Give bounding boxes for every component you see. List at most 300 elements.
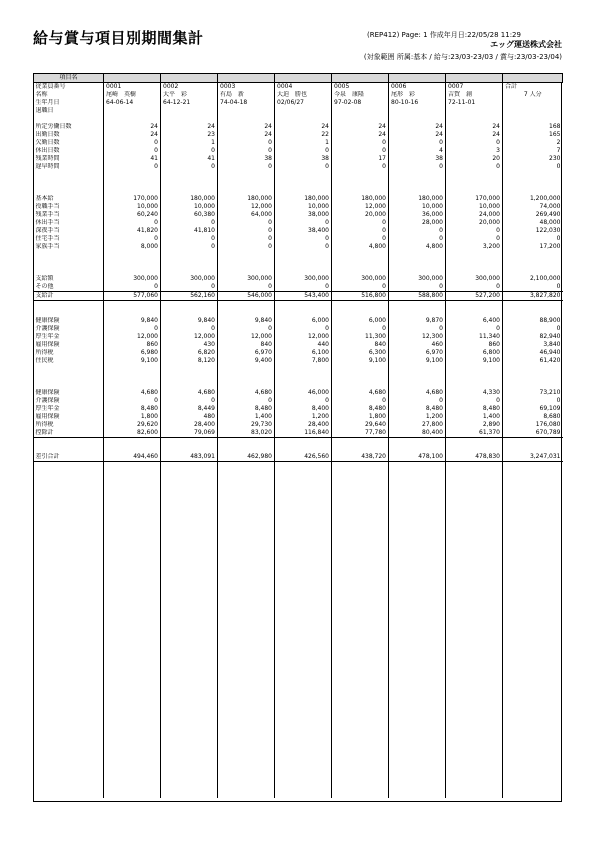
spacer-cell: [389, 678, 446, 686]
value-cell: 0: [275, 163, 332, 171]
spacer-row: [34, 558, 563, 566]
value-cell: 11,300: [332, 333, 389, 341]
value-cell: 4,680: [104, 389, 161, 397]
spacer-cell: [218, 782, 275, 790]
spacer-row: [34, 309, 563, 317]
value-cell: 17: [332, 155, 389, 163]
spacer-cell: [503, 526, 563, 534]
data-row: [34, 413, 563, 421]
spacer-cell: [503, 766, 563, 774]
employee-code-row: [34, 83, 563, 92]
spacer-row: [34, 750, 563, 758]
spacer-cell: [218, 486, 275, 494]
total-value: 1,200,000: [503, 195, 563, 203]
spacer-cell: [34, 518, 104, 526]
spacer-cell: [218, 670, 275, 678]
total-value: 3,827,820: [503, 292, 563, 301]
value-cell: 10,000: [275, 203, 332, 211]
value-cell: 170,000: [104, 195, 161, 203]
spacer-cell: [503, 462, 563, 470]
value-cell: 28,400: [275, 421, 332, 429]
spacer-cell: [446, 614, 503, 622]
spacer-cell: [446, 502, 503, 510]
value-cell: 0: [218, 147, 275, 155]
spacer-cell: [218, 518, 275, 526]
column-header-cell: [332, 74, 389, 83]
row-label: 家族手当: [35, 243, 60, 250]
spacer-cell: [34, 437, 104, 445]
spacer-cell: [275, 566, 332, 574]
employee-code: 0003: [218, 83, 275, 92]
spacer-cell: [34, 590, 104, 598]
value-cell: 10,000: [161, 203, 218, 211]
value-cell: 0: [275, 219, 332, 227]
spacer-cell: [503, 301, 563, 309]
retire-cell: [104, 107, 161, 115]
spacer-row: [34, 662, 563, 670]
row-label: 雇用保険: [35, 412, 60, 420]
spacer-cell: [503, 518, 563, 526]
value-cell: 0: [161, 243, 218, 251]
spacer-cell: [161, 790, 218, 798]
spacer-cell: [104, 646, 161, 654]
column-header-label: 項目名: [34, 74, 104, 83]
row-label: 雇用保険: [35, 340, 60, 348]
spacer-cell: [332, 718, 389, 726]
spacer-cell: [34, 670, 104, 678]
spacer-cell: [34, 470, 104, 478]
value-cell: 480: [161, 413, 218, 421]
spacer-cell: [446, 566, 503, 574]
spacer-cell: [503, 550, 563, 558]
spacer-cell: [104, 526, 161, 534]
spacer-row: [34, 726, 563, 734]
spacer-cell: [446, 694, 503, 702]
data-row: [34, 349, 563, 357]
value-cell: 516,800: [332, 292, 389, 301]
spacer-cell: [503, 646, 563, 654]
spacer-cell: [332, 646, 389, 654]
spacer-cell: [446, 309, 503, 317]
spacer-cell: [389, 670, 446, 678]
spacer-cell: [446, 187, 503, 195]
spacer-cell: [218, 678, 275, 686]
spacer-cell: [104, 758, 161, 766]
spacer-cell: [161, 486, 218, 494]
spacer-cell: [104, 542, 161, 550]
spacer-cell: [446, 598, 503, 606]
spacer-cell: [389, 251, 446, 259]
spacer-cell: [389, 187, 446, 195]
spacer-cell: [161, 718, 218, 726]
spacer-cell: [332, 462, 389, 470]
spacer-cell: [446, 630, 503, 638]
spacer-cell: [389, 550, 446, 558]
spacer-cell: [332, 606, 389, 614]
value-cell: 38,000: [275, 211, 332, 219]
spacer-cell: [389, 654, 446, 662]
retire-cell: [161, 107, 218, 115]
value-cell: 478,830: [446, 453, 503, 462]
value-cell: 82,600: [104, 429, 161, 438]
value-cell: 0: [104, 139, 161, 147]
spacer-cell: [104, 662, 161, 670]
spacer-cell: [332, 510, 389, 518]
value-cell: 0: [218, 139, 275, 147]
spacer-cell: [389, 758, 446, 766]
spacer-cell: [161, 534, 218, 542]
spacer-cell: [332, 782, 389, 790]
spacer-cell: [104, 670, 161, 678]
employee-birth-row: [34, 99, 563, 107]
value-cell: 24: [389, 131, 446, 139]
column-header-row: [34, 74, 563, 83]
column-header-cell: [503, 74, 563, 83]
spacer-cell: [104, 654, 161, 662]
row-label: 健康保険: [35, 388, 60, 396]
spacer-cell: [34, 654, 104, 662]
spacer-cell: [332, 373, 389, 381]
value-cell: 483,091: [161, 453, 218, 462]
spacer-row: [34, 267, 563, 275]
spacer-cell: [503, 179, 563, 187]
spacer-cell: [34, 598, 104, 606]
report-title: 給与賞与項目別期間集計: [33, 29, 204, 47]
spacer-cell: [446, 702, 503, 710]
value-cell: 300,000: [446, 275, 503, 283]
spacer-cell: [104, 267, 161, 275]
total-value: 0: [503, 325, 563, 333]
column-header-cell: [104, 74, 161, 83]
spacer-cell: [34, 251, 104, 259]
data-row: [34, 147, 563, 155]
spacer-cell: [503, 373, 563, 381]
spacer-cell: [446, 486, 503, 494]
value-cell: 7,800: [275, 357, 332, 365]
spacer-cell: [389, 381, 446, 389]
spacer-cell: [218, 734, 275, 742]
spacer-cell: [332, 758, 389, 766]
data-row: [34, 219, 563, 227]
row-label: 住民税: [35, 356, 54, 364]
spacer-cell: [275, 502, 332, 510]
spacer-cell: [389, 742, 446, 750]
spacer-cell: [104, 686, 161, 694]
data-row: [34, 317, 563, 325]
spacer-cell: [104, 309, 161, 317]
spacer-cell: [34, 662, 104, 670]
spacer-cell: [389, 542, 446, 550]
spacer-cell: [104, 590, 161, 598]
spacer-cell: [218, 171, 275, 179]
spacer-cell: [389, 558, 446, 566]
total-value: 2,100,000: [503, 275, 563, 283]
spacer-cell: [389, 718, 446, 726]
spacer-cell: [503, 614, 563, 622]
employee-name: 有島 新: [218, 91, 275, 99]
spacer-cell: [389, 437, 446, 445]
spacer-row: [34, 694, 563, 702]
spacer-cell: [332, 115, 389, 123]
spacer-row: [34, 670, 563, 678]
total-value: 88,900: [503, 317, 563, 325]
total-value: 82,940: [503, 333, 563, 341]
row-label: 住宅手当: [35, 235, 60, 242]
summary-table: [33, 73, 563, 798]
spacer-cell: [332, 710, 389, 718]
value-cell: 38: [218, 155, 275, 163]
spacer-cell: [275, 574, 332, 582]
value-cell: 9,840: [104, 317, 161, 325]
value-cell: 9,100: [389, 357, 446, 365]
value-cell: 9,840: [218, 317, 275, 325]
total-value: 46,940: [503, 349, 563, 357]
employee-name: 尾崎 英樹: [104, 91, 161, 99]
spacer-cell: [446, 478, 503, 486]
spacer-cell: [446, 542, 503, 550]
spacer-cell: [503, 702, 563, 710]
spacer-cell: [389, 115, 446, 123]
company-name: エッグ運送株式会社: [490, 40, 562, 49]
spacer-cell: [332, 574, 389, 582]
value-cell: 543,400: [275, 292, 332, 301]
spacer-cell: [104, 437, 161, 445]
data-row: [34, 203, 563, 211]
spacer-cell: [275, 606, 332, 614]
row-label: 所得税: [35, 348, 54, 356]
employee-code: 0004: [275, 83, 332, 92]
spacer-cell: [446, 251, 503, 259]
spacer-cell: [389, 267, 446, 275]
spacer-cell: [161, 766, 218, 774]
spacer-cell: [161, 670, 218, 678]
spacer-cell: [218, 598, 275, 606]
spacer-row: [34, 171, 563, 179]
row-label: 欠勤日数: [35, 139, 60, 146]
value-cell: 3: [446, 147, 503, 155]
total-value: 2: [503, 139, 563, 147]
spacer-cell: [161, 373, 218, 381]
spacer-cell: [218, 662, 275, 670]
data-row: [34, 123, 563, 131]
total-value: 0: [503, 283, 563, 292]
value-cell: 426,560: [275, 453, 332, 462]
spacer-cell: [161, 710, 218, 718]
spacer-cell: [34, 365, 104, 373]
value-cell: 29,640: [332, 421, 389, 429]
value-cell: 0: [332, 147, 389, 155]
spacer-cell: [446, 179, 503, 187]
value-cell: 1,800: [104, 413, 161, 421]
total-value: 3,247,031: [503, 453, 563, 462]
spacer-cell: [332, 478, 389, 486]
spacer-row: [34, 590, 563, 598]
spacer-cell: [161, 686, 218, 694]
value-cell: 438,720: [332, 453, 389, 462]
value-cell: 12,000: [332, 203, 389, 211]
value-cell: 0: [332, 163, 389, 171]
spacer-cell: [446, 437, 503, 445]
spacer-cell: [332, 494, 389, 502]
spacer-cell: [34, 486, 104, 494]
spacer-cell: [275, 267, 332, 275]
spacer-cell: [218, 301, 275, 309]
value-cell: 0: [104, 397, 161, 405]
spacer-cell: [446, 718, 503, 726]
spacer-cell: [104, 566, 161, 574]
spacer-cell: [389, 590, 446, 598]
value-cell: 10,000: [389, 203, 446, 211]
spacer-cell: [332, 614, 389, 622]
value-cell: 24: [104, 123, 161, 131]
spacer-cell: [104, 550, 161, 558]
spacer-row: [34, 542, 563, 550]
employee-code: 0001: [104, 83, 161, 92]
spacer-cell: [446, 654, 503, 662]
spacer-row: [34, 654, 563, 662]
spacer-cell: [161, 542, 218, 550]
spacer-cell: [389, 782, 446, 790]
spacer-cell: [503, 445, 563, 453]
spacer-cell: [389, 179, 446, 187]
value-cell: 478,100: [389, 453, 446, 462]
spacer-cell: [446, 686, 503, 694]
spacer-cell: [389, 638, 446, 646]
spacer-cell: [332, 590, 389, 598]
value-cell: 0: [446, 163, 503, 171]
employee-name: 尾形 彩: [389, 91, 446, 99]
value-cell: 577,060: [104, 292, 161, 301]
spacer-cell: [104, 470, 161, 478]
spacer-cell: [503, 558, 563, 566]
spacer-cell: [34, 582, 104, 590]
value-cell: 0: [104, 325, 161, 333]
spacer-row: [34, 510, 563, 518]
spacer-cell: [218, 373, 275, 381]
spacer-cell: [275, 486, 332, 494]
spacer-cell: [161, 638, 218, 646]
spacer-cell: [275, 365, 332, 373]
total-value: 48,000: [503, 219, 563, 227]
value-cell: 20,000: [446, 219, 503, 227]
value-cell: 0: [332, 397, 389, 405]
spacer-cell: [218, 590, 275, 598]
spacer-cell: [104, 574, 161, 582]
retire-cell: [503, 107, 563, 115]
spacer-cell: [503, 171, 563, 179]
spacer-cell: [34, 526, 104, 534]
data-row: [34, 155, 563, 163]
spacer-cell: [446, 494, 503, 502]
data-row: [34, 357, 563, 365]
spacer-cell: [389, 790, 446, 798]
employee-name-row: [34, 91, 563, 99]
value-cell: 180,000: [218, 195, 275, 203]
spacer-cell: [503, 437, 563, 445]
spacer-row: [34, 437, 563, 445]
spacer-cell: [104, 445, 161, 453]
retire-cell: [332, 107, 389, 115]
value-cell: 0: [389, 227, 446, 235]
value-cell: 24: [275, 123, 332, 131]
spacer-cell: [446, 606, 503, 614]
spacer-cell: [275, 774, 332, 782]
spacer-cell: [104, 702, 161, 710]
value-cell: 28,400: [161, 421, 218, 429]
retire-cell: [275, 107, 332, 115]
value-cell: 0: [104, 235, 161, 243]
spacer-cell: [161, 518, 218, 526]
spacer-cell: [161, 445, 218, 453]
value-cell: 60,240: [104, 211, 161, 219]
spacer-cell: [161, 251, 218, 259]
spacer-cell: [34, 259, 104, 267]
spacer-cell: [34, 187, 104, 195]
spacer-row: [34, 251, 563, 259]
spacer-cell: [161, 614, 218, 622]
value-cell: 38: [275, 155, 332, 163]
employee-name: 大平 彩: [161, 91, 218, 99]
value-cell: 562,160: [161, 292, 218, 301]
spacer-cell: [503, 742, 563, 750]
value-cell: 0: [104, 219, 161, 227]
spacer-cell: [34, 766, 104, 774]
spacer-row: [34, 606, 563, 614]
value-cell: 0: [218, 243, 275, 251]
spacer-cell: [389, 606, 446, 614]
spacer-cell: [275, 518, 332, 526]
spacer-cell: [332, 171, 389, 179]
spacer-cell: [389, 566, 446, 574]
spacer-cell: [332, 542, 389, 550]
value-cell: 300,000: [332, 275, 389, 283]
value-cell: 20: [446, 155, 503, 163]
total-header: 合計: [503, 83, 563, 92]
spacer-row: [34, 179, 563, 187]
value-cell: 0: [446, 139, 503, 147]
spacer-cell: [332, 470, 389, 478]
value-cell: 0: [161, 235, 218, 243]
spacer-cell: [161, 590, 218, 598]
spacer-cell: [389, 510, 446, 518]
spacer-cell: [275, 462, 332, 470]
total-cell: [503, 99, 563, 107]
spacer-cell: [34, 510, 104, 518]
spacer-cell: [275, 542, 332, 550]
spacer-cell: [446, 758, 503, 766]
row-label: 所得税: [35, 420, 54, 428]
spacer-cell: [218, 630, 275, 638]
total-value: 17,200: [503, 243, 563, 251]
spacer-row: [34, 550, 563, 558]
spacer-cell: [104, 179, 161, 187]
spacer-cell: [332, 518, 389, 526]
spacer-cell: [446, 582, 503, 590]
spacer-cell: [34, 179, 104, 187]
spacer-cell: [34, 678, 104, 686]
spacer-cell: [503, 251, 563, 259]
spacer-cell: [332, 259, 389, 267]
spacer-cell: [218, 267, 275, 275]
data-row: [34, 453, 563, 462]
spacer-row: [34, 494, 563, 502]
value-cell: 36,000: [389, 211, 446, 219]
total-value: 73,210: [503, 389, 563, 397]
spacer-cell: [34, 381, 104, 389]
spacer-cell: [34, 373, 104, 381]
spacer-cell: [332, 550, 389, 558]
spacer-cell: [503, 622, 563, 630]
